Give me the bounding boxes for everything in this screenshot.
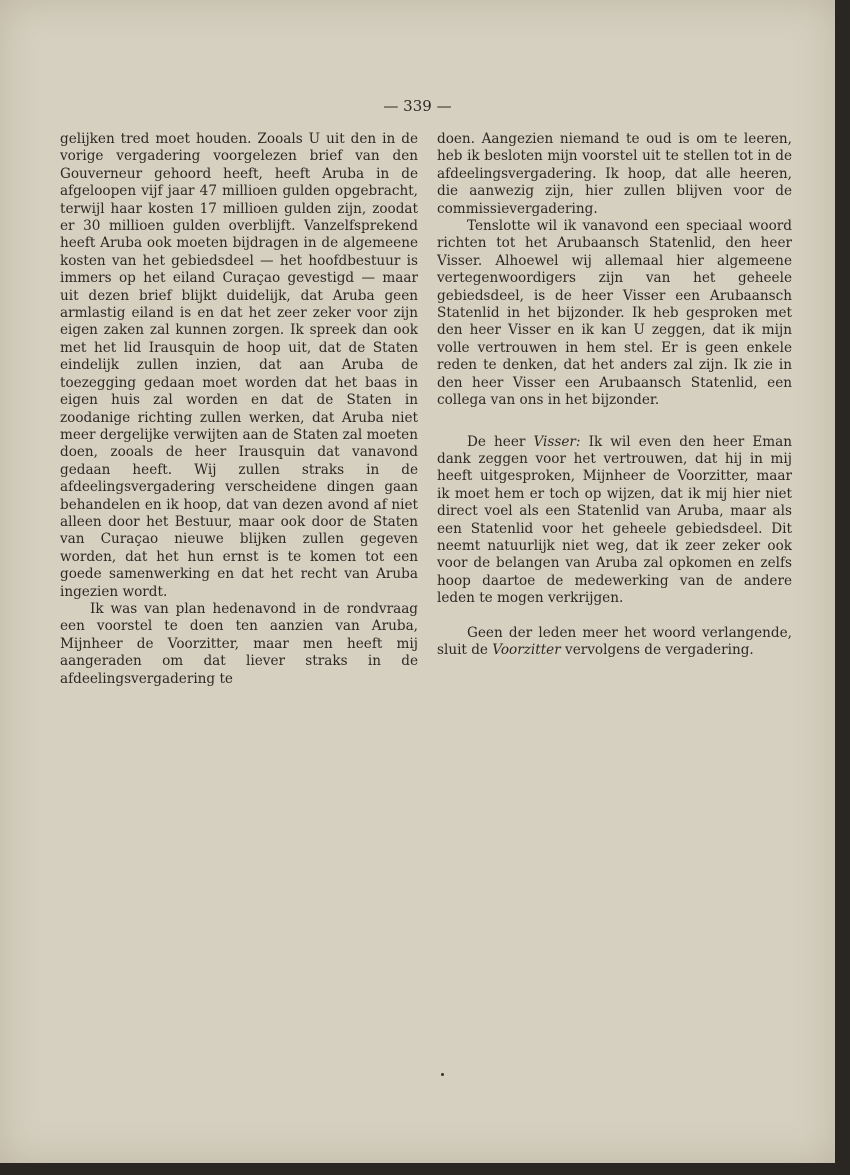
page-number: — 339 — (383, 97, 452, 115)
right-column (437, 131, 792, 659)
right-paragraph-3 (437, 434, 792, 608)
chair-name: Voorzitter (492, 641, 561, 658)
speaker-lead: De heer (467, 433, 534, 450)
speaker-name: Visser: (533, 433, 581, 450)
left-column (60, 131, 418, 688)
closing-tail: vervolgens de vergadering. (560, 641, 754, 658)
right-paragraph-2: Tenslotte wil ik vanavond een speciaal woord richten tot het Arubaansch Statenlid, den heer Visser. Alhoewel wij allemaal hier algemeene vertegenwoordigers zijn van het geheele gebiedsdeel, is de heer Visser een Arubaansch Statenlid in het bijzonder. Ik heb gesproken met den heer Visser en ik kan U zeggen, dat ik mijn volle vertrouwen in hem stel. Er is geen enkele reden te denken, dat het anders zal zijn. Ik zie in den heer Visser een Arubaansch Statenlid, een collega van ons in het bijzonder. (437, 218, 792, 409)
right-paragraph-4 (437, 625, 792, 660)
closing-lead: Geen der leden meer het woord verlangende, sluit de (437, 624, 792, 658)
left-paragraph-1: gelijken tred moet houden. Zooals U uit den in de vorige vergadering voorgelezen brief van den Gouverneur gehoord heeft, heeft Aruba in de afgeloopen vijf jaar 47 millioen gulden opgebracht, terwijl haar kosten 17 millioen gulden zijn, zoodat er 30 millioen gulden overblijft. Vanzelfsprekend heeft Aruba ook moeten bijdragen in de algemeene kosten van het gebiedsdeel — het hoofdbestuur is immers op het eiland Curaçao gevestigd — maar uit dezen brief blijkt duidelijk, dat Aruba geen armlastig eiland is en dat het zeer zeker voor zijn eigen zaken zal kunnen zorgen. Ik spreek dan ook met het lid Irausquin de hoop uit, dat de Staten eindelijk zullen inzien, dat aan Aruba de toezegging gedaan moet worden dat het baas in eigen huis zal worden en dat de Staten in zoodanige richting zullen werken, dat Aruba niet meer dergelijke verwijten aan de Staten zal moeten doen, zooals de heer Irausquin dat vanavond gedaan heeft. Wij zullen straks in de afdeelingsvergadering verscheidene dingen gaan behandelen en ik hoop, dat van dezen avond af niet alleen door het Bestuur, maar ook door de Staten van Curaçao nieuwe blijken zullen gegeven worden, dat het hun ernst is te komen tot een goede samenwerking en dat het recht van Aruba ingezien wordt. (60, 131, 418, 600)
speaker-text: Ik wil even den heer Eman dank zeggen voor het vertrouwen, dat hij in mij heeft uitgesproken, Mijnheer de Voorzitter, maar ik moet hem er toch op wijzen, dat ik mij hier niet direct voel als een Statenlid van Aruba, maar als een Statenlid voor het geheele gebiedsdeel. Dit neemt natuurlijk niet weg, dat ik zeer zeker ook voor de belangen van Aruba zal opkomen en zelfs hoop daartoe de medewerking van de andere leden te mogen verkrijgen. (437, 433, 792, 607)
left-paragraph-2: Ik was van plan hedenavond in de rondvraag een voorstel te doen ten aanzien van Aruba, Mijnheer de Voorzitter, maar men heeft mij aangeraden om dat liever straks in de afdeelingsvergadering te (60, 600, 418, 687)
right-paragraph-1: doen. Aangezien niemand te oud is om te leeren, heb ik besloten mijn voorstel uit te stellen tot in de afdeelingsvergadering. Ik hoop, dat alle heeren, die aanwezig zijn, hier zullen blijven voor de commissievergadering. (437, 131, 792, 217)
paper-speck (441, 1073, 444, 1076)
